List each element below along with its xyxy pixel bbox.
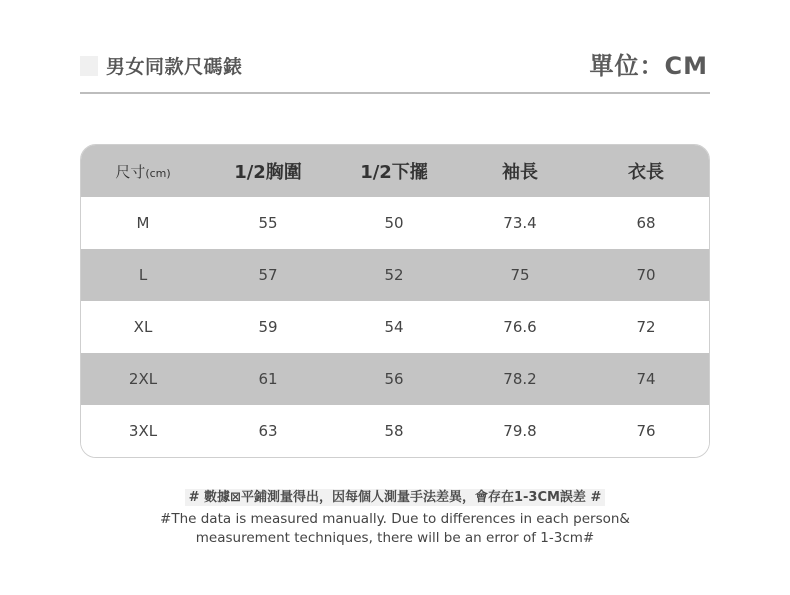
cell-chest: 59 bbox=[258, 318, 278, 336]
cell-hem: 58 bbox=[384, 422, 404, 440]
table-row bbox=[81, 197, 709, 249]
size-chart-table bbox=[80, 144, 710, 458]
cell-length: 72 bbox=[636, 318, 656, 336]
measurement-note-english-line1: #The data is measured manually. Due to differences in each person& bbox=[160, 511, 630, 527]
title-marker-decoration bbox=[80, 56, 98, 76]
header-hem: 1/2下擺 bbox=[360, 162, 428, 183]
measurement-note-english bbox=[0, 510, 790, 548]
measurement-note-chinese-text: # 數據⊠平鋪測量得出，因每個人測量手法差異，會存在1-3CM誤差 # bbox=[185, 489, 606, 506]
cell-length: 68 bbox=[636, 214, 656, 232]
cell-chest: 55 bbox=[258, 214, 278, 232]
unit-label: 單位：CM bbox=[589, 52, 708, 80]
cell-hem: 52 bbox=[384, 266, 404, 284]
cell-size: M bbox=[136, 214, 150, 232]
cell-size: L bbox=[138, 266, 148, 284]
cell-sleeve: 78.2 bbox=[503, 370, 537, 388]
table-row bbox=[81, 301, 709, 353]
header-size-unit: (cm) bbox=[145, 166, 171, 180]
cell-hem: 50 bbox=[384, 214, 404, 232]
header-size bbox=[81, 161, 205, 182]
cell-chest: 61 bbox=[258, 370, 278, 388]
cell-sleeve: 79.8 bbox=[503, 422, 537, 440]
cell-size: 2XL bbox=[128, 370, 158, 388]
cell-hem: 56 bbox=[384, 370, 404, 388]
cell-sleeve: 73.4 bbox=[503, 214, 537, 232]
measurement-note-chinese bbox=[0, 486, 790, 505]
header-sleeve: 袖長 bbox=[502, 162, 538, 183]
cell-length: 74 bbox=[636, 370, 656, 388]
table-header-row bbox=[81, 145, 709, 197]
cell-sleeve: 75 bbox=[510, 266, 530, 284]
table-row bbox=[81, 249, 709, 301]
page-title: 男女同款尺碼錶 bbox=[106, 56, 243, 78]
page-header bbox=[80, 40, 710, 94]
cell-chest: 63 bbox=[258, 422, 278, 440]
cell-sleeve: 76.6 bbox=[503, 318, 537, 336]
cell-hem: 54 bbox=[384, 318, 404, 336]
header-length: 衣長 bbox=[628, 162, 664, 183]
table-row bbox=[81, 353, 709, 405]
cell-size: XL bbox=[133, 318, 153, 336]
table-row bbox=[81, 405, 709, 457]
cell-chest: 57 bbox=[258, 266, 278, 284]
title-block bbox=[80, 52, 243, 79]
header-size-label: 尺寸 bbox=[115, 162, 146, 181]
measurement-note-english-line2: measurement techniques, there will be an error of 1-3cm# bbox=[195, 530, 595, 546]
cell-size: 3XL bbox=[128, 422, 158, 440]
cell-length: 76 bbox=[636, 422, 656, 440]
header-chest: 1/2胸圍 bbox=[234, 162, 302, 183]
cell-length: 70 bbox=[636, 266, 656, 284]
